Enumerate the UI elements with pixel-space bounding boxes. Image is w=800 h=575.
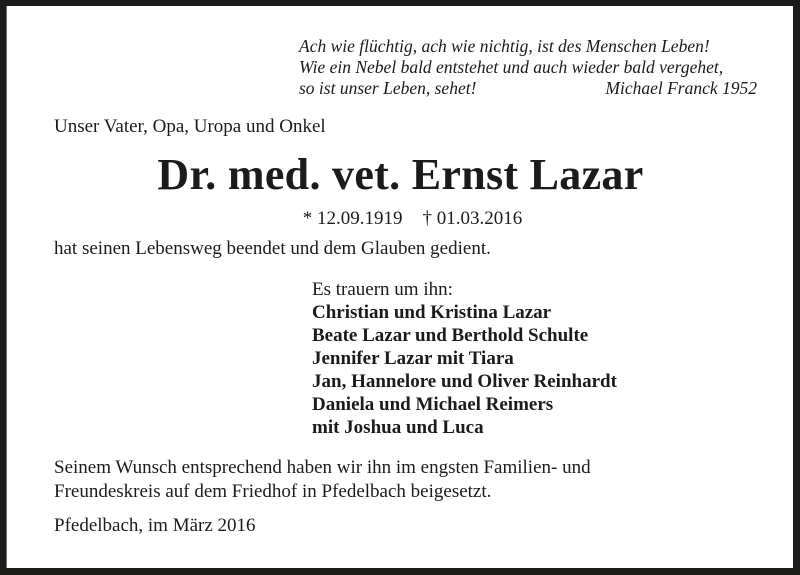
mourner-entry: Jan, Hannelore und Oliver Reinhardt	[312, 371, 617, 392]
mourner-entry: Jennifer Lazar mit Tiara	[312, 348, 514, 369]
relation-intro: Unser Vater, Opa, Uropa und Onkel	[54, 116, 326, 137]
mourner-entry: Christian und Kristina Lazar	[312, 302, 552, 323]
burial-line: Seinem Wunsch entsprechend haben wir ihn im engsten Familien- und	[54, 457, 591, 478]
obituary-notice	[6, 6, 793, 568]
mourner-entry: mit Joshua und Luca	[312, 417, 484, 438]
life-dates	[7, 208, 794, 230]
quote-line: so ist unser Leben, sehet!	[299, 78, 477, 98]
quote-line: Ach wie flüchtig, ach wie nichtig, ist des Menschen Leben!	[299, 36, 710, 56]
mourner-entry: Beate Lazar und Berthold Schulte	[312, 325, 589, 346]
place-and-date: Pfedelbach, im März 2016	[54, 515, 256, 536]
burial-line: Freundeskreis auf dem Friedhof in Pfedelbach beigesetzt.	[54, 481, 492, 502]
mourner-entry: Daniela und Michael Reimers	[312, 394, 554, 415]
epigraph-quote	[299, 36, 757, 99]
quote-line: Wie ein Nebel bald entstehet und auch wieder bald vergehet,	[299, 57, 724, 77]
life-statement: hat seinen Lebensweg beendet und dem Glauben gedient.	[54, 238, 491, 259]
mourners-list	[312, 278, 617, 439]
quote-last-line	[299, 78, 757, 99]
death-date: † 01.03.2016	[422, 208, 523, 229]
birth-date: * 12.09.1919	[302, 208, 403, 229]
burial-notice	[54, 456, 591, 504]
mourners-heading: Es trauern um ihn:	[312, 279, 453, 300]
quote-author: Michael Franck 1952	[605, 78, 757, 98]
deceased-name: Dr. med. vet. Ernst Lazar	[157, 150, 644, 199]
